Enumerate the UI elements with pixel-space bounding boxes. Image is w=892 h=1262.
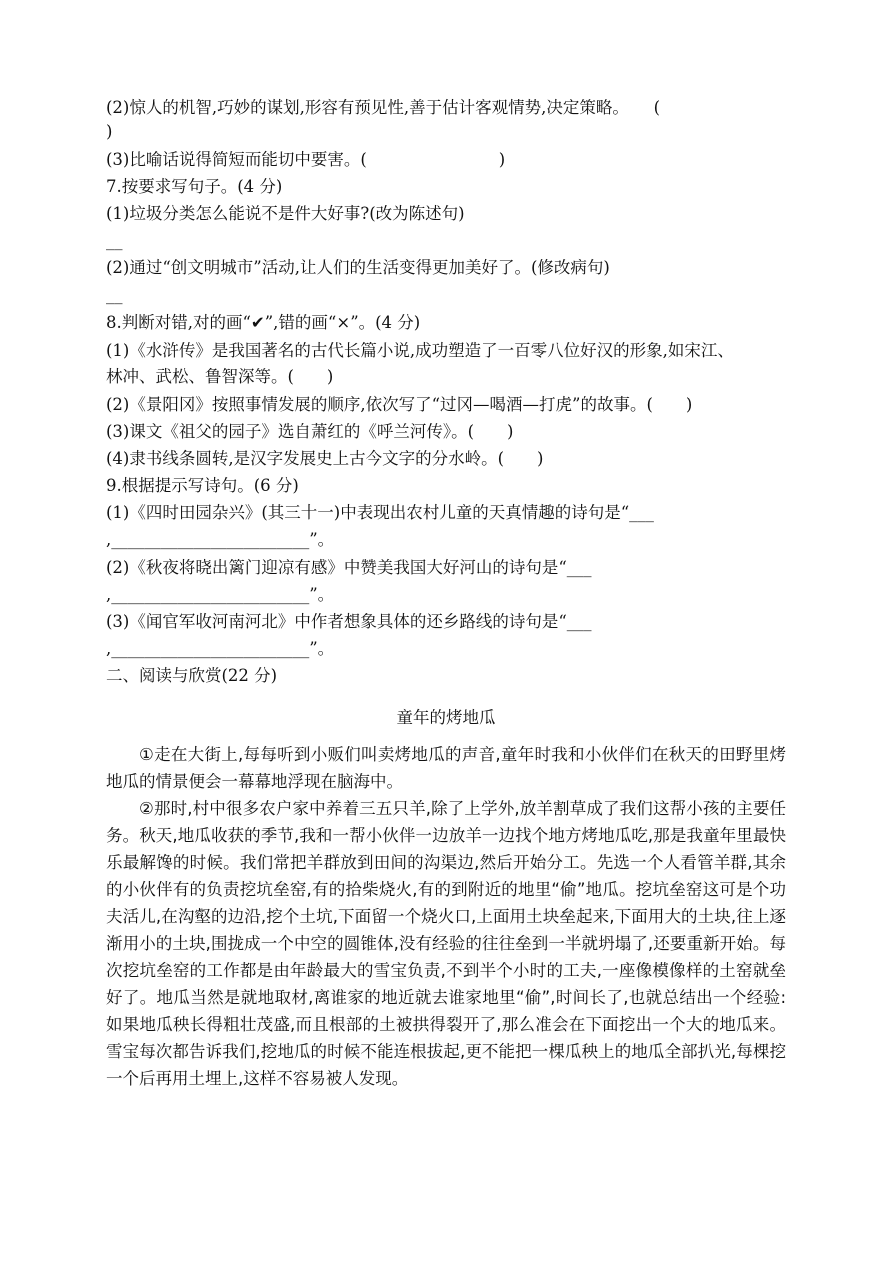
question-9-1: (1)《四时田园杂兴》(其三十一)中表现出农村儿童的天真情趣的诗句是“___	[106, 503, 654, 522]
question-8-heading: 8.判断对错,对的画“✔”,错的画“×”。(4 分)	[106, 313, 421, 332]
question-7-heading: 7.按要求写句子。(4 分)	[106, 177, 283, 196]
article-paragraph-2: ②那时,村中很多农户家中养着三五只羊,除了上学外,放羊割草成了我们这帮小孩的主要任务。秋天,地瓜收获的季节,我和一帮小伙伴一边放羊一边找个地方烤地瓜吃,那是我童年里最快乐最解馋的时候。我们常把羊群放到田间的沟渠边,然后开始分工。先选一个人看管羊群,其余的小伙伴有的负责挖坑垒窑,有的拾柴烧火,有的到附近的地里“偷”地瓜。挖坑垒窑这可是个功夫活儿,在沟壑的边沿,挖个土坑,下面留一个烧火口,上面用土块垒起来,下面用大的土块,往上逐渐用小的土块,围拢成一个中空的圆锥体,没有经验的往往垒到一半就坍塌了,还要重新开始。每次挖坑垒窑的工作都是由年龄最大的雪宝负责,不到半个小时的工夫,一座像模像样的土窑就垒好了。地瓜当然是就地取材,离谁家的地近就去谁家地里“偷”,时间长了,也就总结出一个经验:如果地瓜秧长得粗壮茂盛,而且根部的土被拱得裂开了,那么准会在下面挖出一个大的地瓜来。雪宝每次都告诉我们,挖地瓜的时候不能连根拔起,更不能把一棵瓜秧上的地瓜全部扒光,每棵挖一个后再用土埋上,这样不容易被人发现。	[106, 799, 786, 1088]
question-7-2: (2)通过“创文明城市”活动,让人们的生活变得更加美好了。(修改病句)	[106, 258, 610, 277]
answer-line: __	[106, 231, 123, 250]
answer-blank: ,________________________”。	[106, 530, 335, 549]
question-9-heading: 9.根据提示写诗句。(6 分)	[106, 476, 299, 495]
question-8-3: (3)课文《祖父的园子》选自萧红的《呼兰河传》。( )	[106, 422, 514, 441]
answer-line: __	[106, 285, 123, 304]
question-8-2: (2)《景阳冈》按照事情发展的顺序,依次写了“过冈—喝酒—打虎”的故事。( )	[106, 395, 693, 414]
answer-blank: ,________________________”。	[106, 585, 335, 604]
section-2-heading: 二、阅读与欣赏(22 分)	[106, 666, 278, 685]
question-8-4: (4)隶书线条圆转,是汉字发展史上古今文字的分水岭。( )	[106, 449, 544, 468]
question-7-1: (1)垃圾分类怎么能说不是件大好事?(改为陈述句)	[106, 204, 465, 223]
question-6-3: (3)比喻话说得简短而能切中要害。( )	[106, 150, 506, 169]
answer-blank: ,________________________”。	[106, 639, 335, 658]
question-9-3: (3)《闻官军收河南河北》中作者想象具体的还乡路线的诗句是“___	[106, 612, 592, 631]
question-8-1-cont: 林冲、武松、鲁智深等。( )	[106, 367, 334, 386]
article-title: 童年的烤地瓜	[396, 708, 496, 727]
question-8-1: (1)《水浒传》是我国著名的古代长篇小说,成功塑造了一百零八位好汉的形象,如宋江、	[106, 341, 734, 360]
question-9-2: (2)《秋夜将晓出篱门迎凉有感》中赞美我国大好河山的诗句是“___	[106, 558, 592, 577]
question-6-2: (2)惊人的机智,巧妙的谋划,形容有预见性,善于估计客观情势,决定策略。 (	[106, 98, 661, 117]
question-6-2-closing: )	[106, 122, 113, 141]
article-paragraph-1: ①走在大街上,每每听到小贩们叫卖烤地瓜的声音,童年时我和小伙伴们在秋天的田野里烤地瓜的情景便会一幕幕地浮现在脑海中。	[106, 745, 786, 791]
